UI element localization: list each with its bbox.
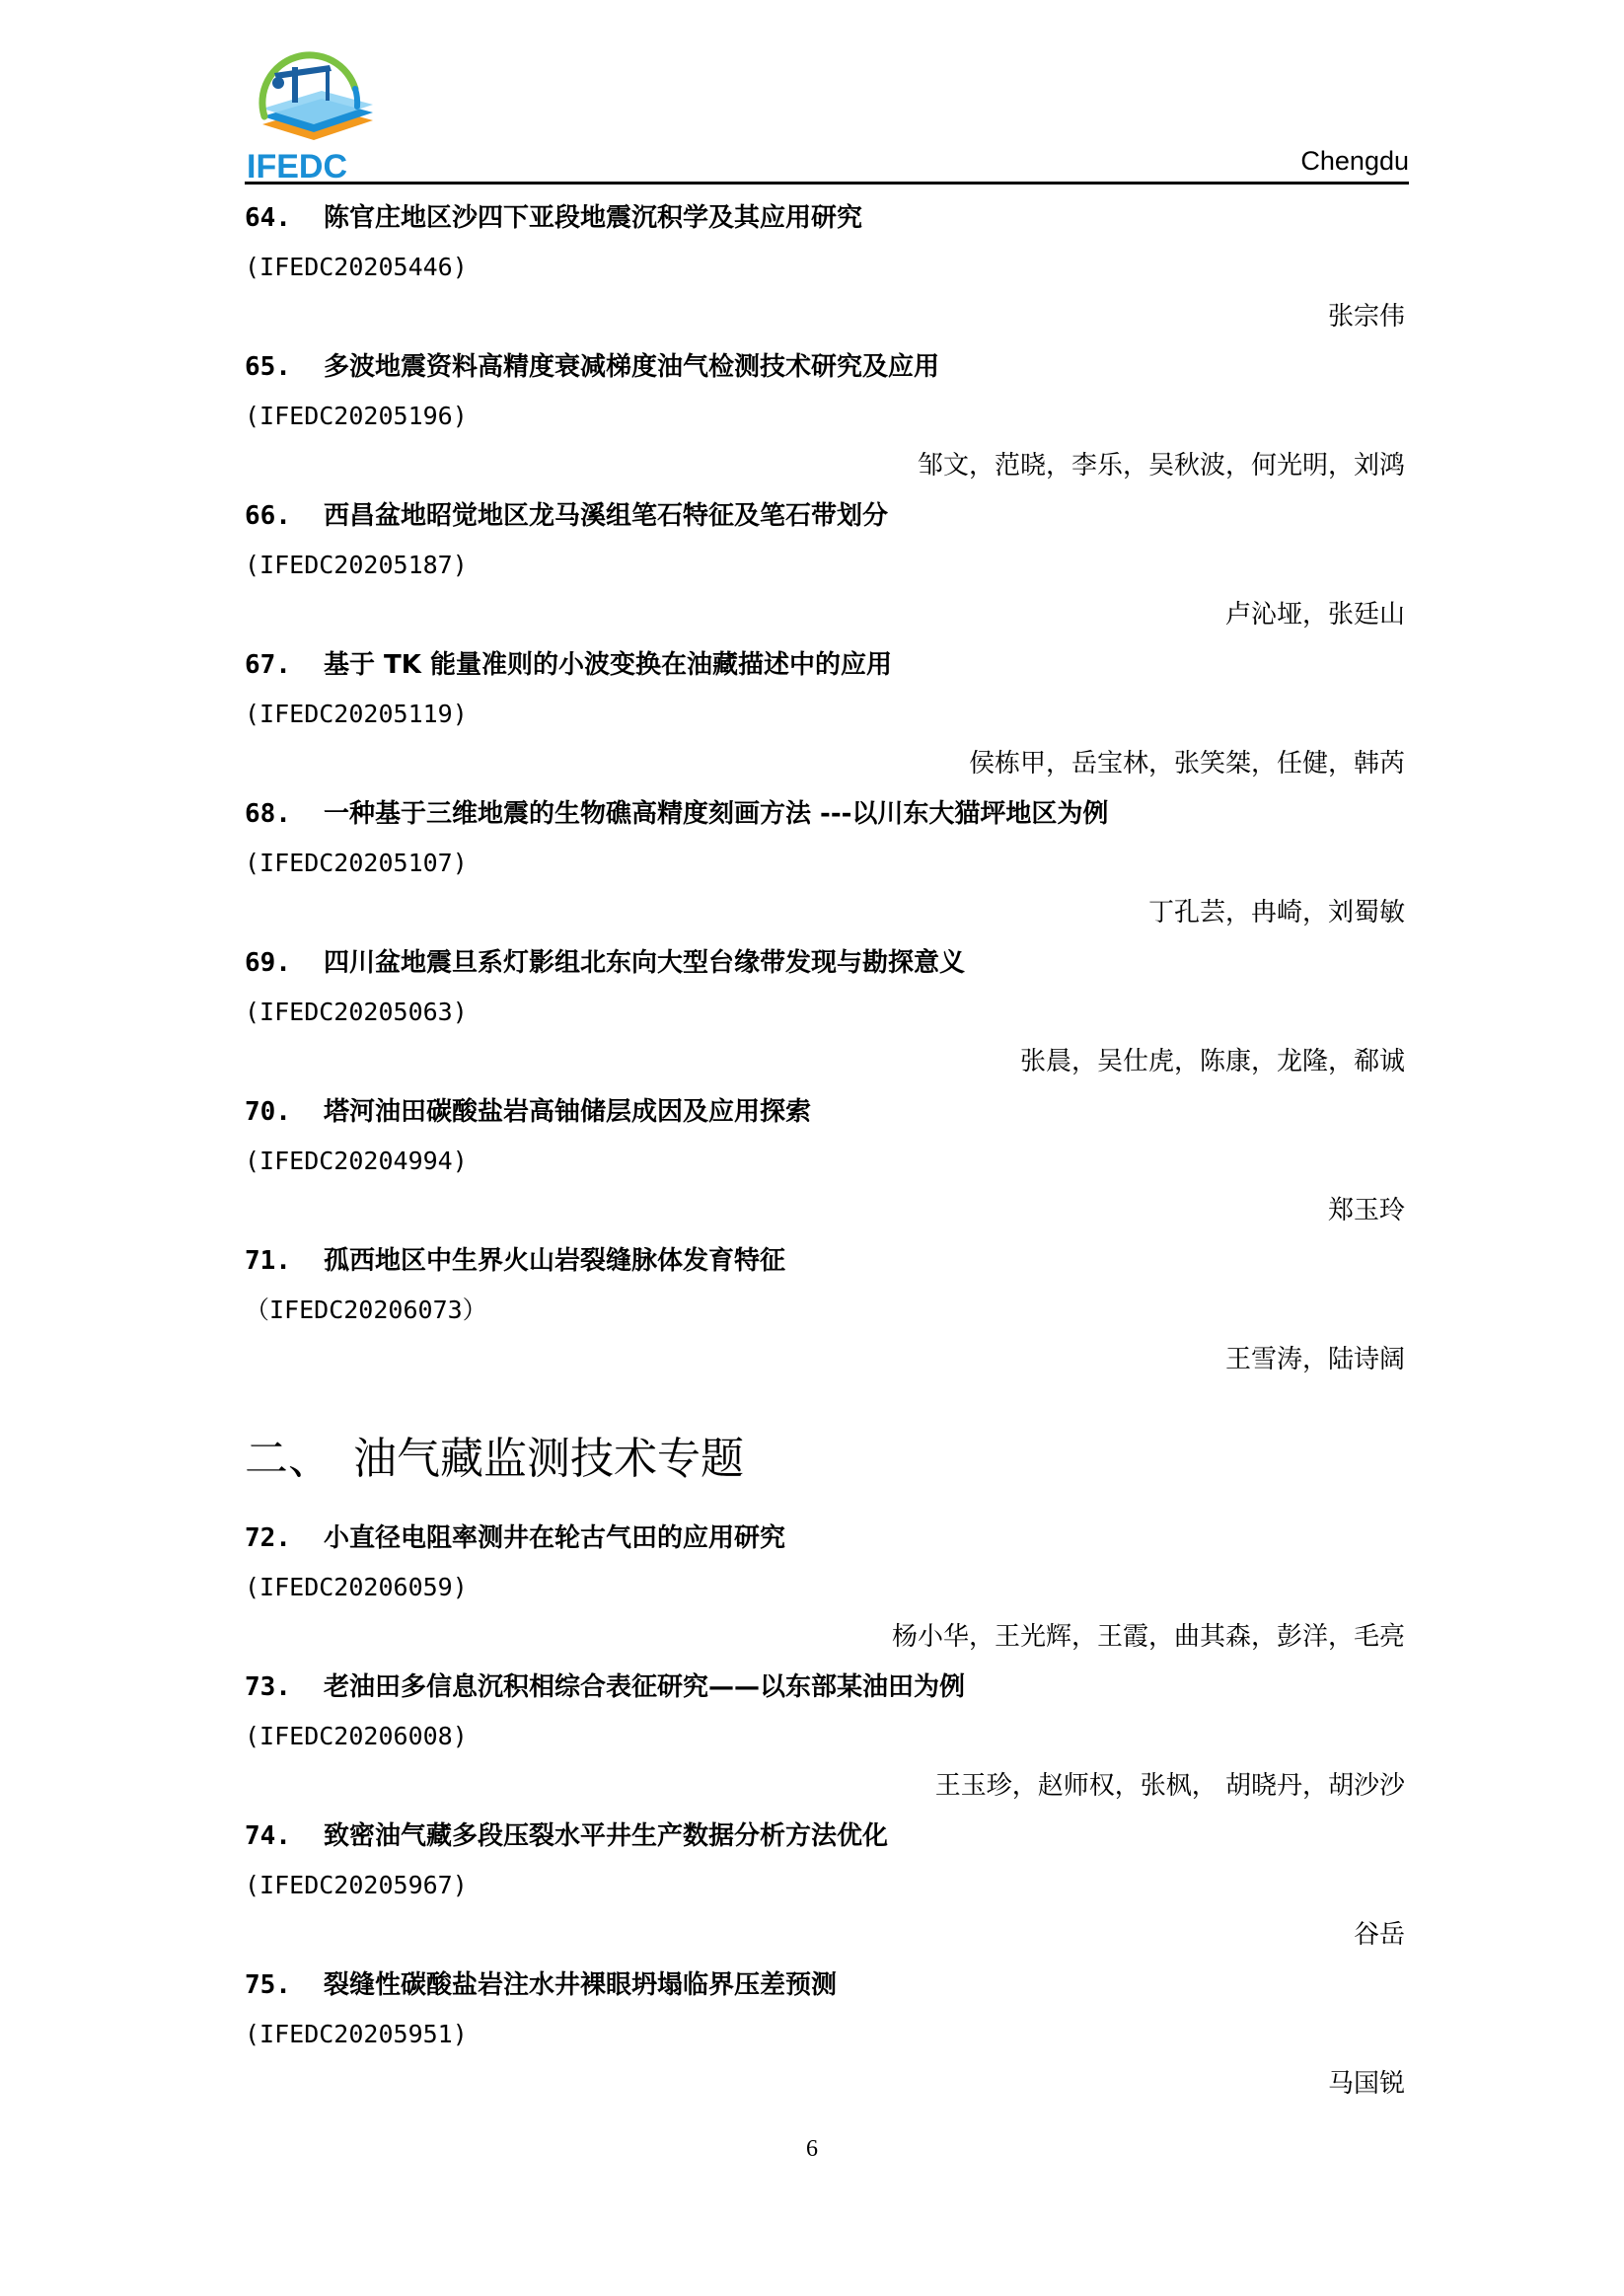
paper-entry-66 <box>245 491 1405 640</box>
section-heading <box>245 1415 1405 1514</box>
paper-code: (IFEDC20204994) <box>245 1147 468 1175</box>
paper-entry-65 <box>245 342 1405 491</box>
logo-text: IFEDC <box>247 148 347 185</box>
paper-title-row <box>245 1236 1405 1286</box>
paper-entry-64 <box>245 193 1405 342</box>
paper-code: (IFEDC20206008) <box>245 1722 468 1750</box>
paper-entry-69 <box>245 938 1405 1087</box>
paper-number: 69. <box>245 948 291 978</box>
paper-number: 73. <box>245 1672 291 1702</box>
paper-title: 一种基于三维地震的生物礁高精度刻画方法 ---以川东大猫坪地区为例 <box>324 799 1109 829</box>
paper-title: 老油田多信息沉积相综合表征研究——以东部某油田为例 <box>324 1672 966 1702</box>
header-location: Chengdu <box>1300 146 1409 176</box>
paper-title: 四川盆地震旦系灯影组北东向大型台缘带发现与勘探意义 <box>324 948 966 978</box>
paper-code: (IFEDC20205951) <box>245 2020 468 2048</box>
paper-title: 致密油气藏多段压裂水平井生产数据分析方法优化 <box>324 1821 889 1851</box>
ifedc-logo-graphic <box>235 47 383 185</box>
paper-entry-67 <box>245 640 1405 789</box>
paper-code: (IFEDC20206059) <box>245 1573 468 1601</box>
paper-title-row <box>245 938 1405 988</box>
paper-authors: 张晨，吴仕虎，陈康，龙隆，郗诚 <box>1019 1047 1405 1076</box>
paper-title-row <box>245 640 1405 690</box>
paper-title-row <box>245 342 1405 392</box>
paper-title: 塔河油田碳酸盐岩高铀储层成因及应用探索 <box>324 1097 812 1127</box>
paper-title-row <box>245 1663 1405 1712</box>
document-body <box>245 193 1405 2110</box>
paper-code: (IFEDC20205187) <box>245 551 468 579</box>
paper-authors: 邹文，范晓，李乐，吴秋波，何光明，刘鸿 <box>917 451 1405 481</box>
paper-number: 66. <box>245 501 291 531</box>
paper-code: (IFEDC20205967) <box>245 1871 468 1899</box>
paper-code: (IFEDC20205063) <box>245 998 468 1026</box>
paper-authors: 马国锐 <box>1327 2069 1405 2099</box>
paper-number: 71. <box>245 1246 291 1276</box>
paper-authors: 张宗伟 <box>1327 302 1405 332</box>
paper-code: (IFEDC20205196) <box>245 402 468 430</box>
paper-title-row <box>245 193 1405 243</box>
paper-entry-73 <box>245 1663 1405 1812</box>
paper-title: 孤西地区中生界火山岩裂缝脉体发育特征 <box>324 1246 786 1276</box>
paper-number: 70. <box>245 1097 291 1127</box>
section-title: 油气藏监测技术专题 <box>353 1434 744 1484</box>
paper-authors: 王雪涛，陆诗阔 <box>1224 1345 1405 1374</box>
paper-entry-71 <box>245 1236 1405 1385</box>
paper-authors: 杨小华，王光辉，王霞，曲其森，彭洋，毛亮 <box>891 1622 1405 1652</box>
paper-number: 65. <box>245 352 291 382</box>
paper-code: （IFEDC20206073） <box>245 1296 487 1324</box>
paper-authors: 郑玉玲 <box>1327 1196 1405 1225</box>
header-divider <box>245 182 1409 185</box>
paper-title: 裂缝性碳酸盐岩注水井裸眼坍塌临界压差预测 <box>324 1970 838 2000</box>
paper-entry-72 <box>245 1514 1405 1663</box>
paper-entry-70 <box>245 1087 1405 1236</box>
section-number: 二、 <box>245 1434 332 1484</box>
paper-entry-75 <box>245 1961 1405 2110</box>
paper-code: (IFEDC20205107) <box>245 849 468 877</box>
paper-number: 67. <box>245 650 291 680</box>
paper-number: 64. <box>245 203 291 233</box>
paper-title-row <box>245 1087 1405 1137</box>
paper-title-row <box>245 1961 1405 2010</box>
paper-number: 68. <box>245 799 291 829</box>
paper-title: 多波地震资料高精度衰减梯度油气检测技术研究及应用 <box>324 352 940 382</box>
ifedc-logo <box>235 47 383 185</box>
paper-number: 74. <box>245 1821 291 1851</box>
paper-title: 陈官庄地区沙四下亚段地震沉积学及其应用研究 <box>324 203 863 233</box>
paper-code: (IFEDC20205446) <box>245 253 468 281</box>
paper-title-row <box>245 491 1405 541</box>
paper-title-row <box>245 1514 1405 1563</box>
paper-title-row <box>245 789 1405 839</box>
paper-title: 基于 TK 能量准则的小波变换在油藏描述中的应用 <box>324 650 892 680</box>
paper-authors: 侯栋甲，岳宝林，张笑桀，任健，韩芮 <box>968 749 1405 778</box>
paper-title-row <box>245 1812 1405 1861</box>
paper-entry-68 <box>245 789 1405 938</box>
paper-title: 小直径电阻率测井在轮古气田的应用研究 <box>324 1523 786 1553</box>
paper-number: 75. <box>245 1970 291 2000</box>
paper-authors: 卢沁垭，张廷山 <box>1224 600 1405 630</box>
paper-authors: 谷岳 <box>1353 1920 1405 1950</box>
paper-authors: 王玉珍，赵师权，张枫， 胡晓丹，胡沙沙 <box>934 1771 1405 1801</box>
paper-entry-74 <box>245 1812 1405 1961</box>
paper-authors: 丁孔芸，冉崎，刘蜀敏 <box>1147 898 1405 927</box>
paper-number: 72. <box>245 1523 291 1553</box>
paper-code: (IFEDC20205119) <box>245 700 468 728</box>
page-number: 6 <box>806 2136 818 2162</box>
paper-title: 西昌盆地昭觉地区龙马溪组笔石特征及笔石带划分 <box>324 501 889 531</box>
